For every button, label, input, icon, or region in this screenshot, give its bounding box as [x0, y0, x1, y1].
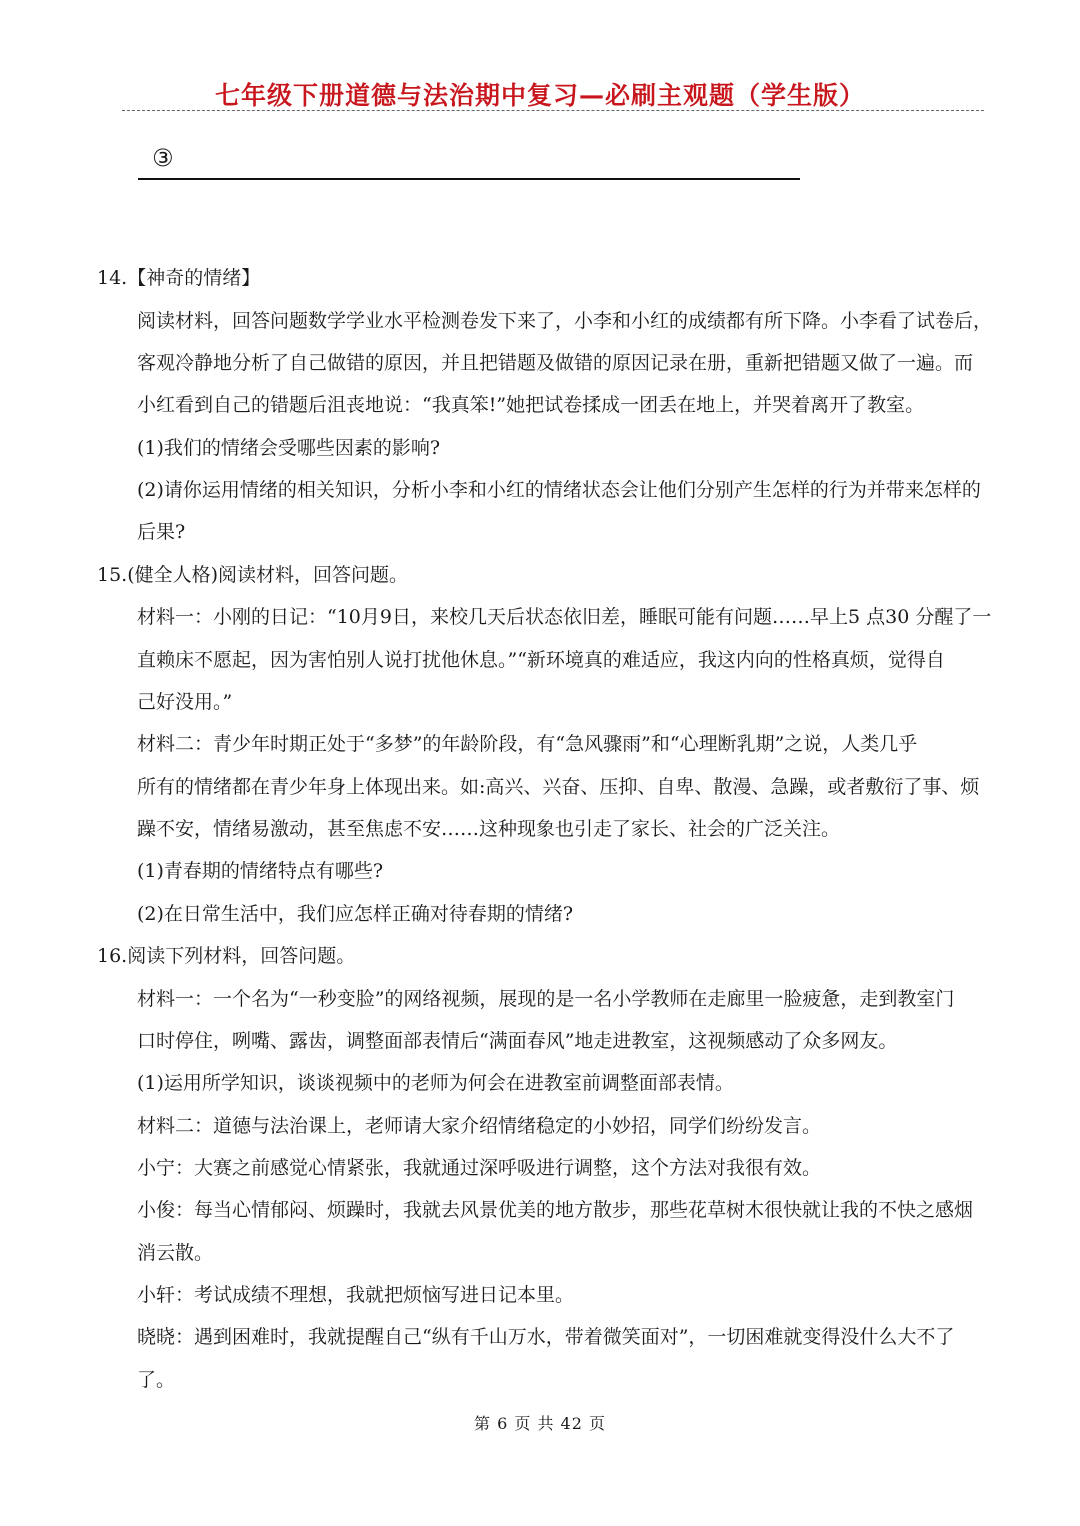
text-line: 小俊：每当心情郁闷、烦躁时，我就去风景优美的地方散步，那些花草树木很快就让我的不快之感烟 [137, 1199, 974, 1221]
text-line: 客观冷静地分析了自己做错的原因，并且把错题及做错的原因记录在册，重新把错题又做了一遍。而 [137, 352, 974, 374]
page-footer: 第 6 页 共 42 页 [474, 1414, 606, 1433]
text-line: (1)我们的情绪会受哪些因素的影响? [137, 437, 441, 459]
text-line: 消云散。 [137, 1242, 214, 1264]
circled-number-marker: ③ [152, 144, 174, 172]
text-line: (1)运用所学知识，谈谈视频中的老师为何会在进教室前调整面部表情。 [137, 1072, 734, 1094]
text-line: 所有的情绪都在青少年身上体现出来。如:高兴、兴奋、压抑、自卑、散漫、急躁，或者敷衍了事、烦 [137, 776, 980, 798]
text-line: 躁不安，情绪易激动，甚至焦虑不安……这种现象也引走了家长、社会的广泛关注。 [137, 818, 841, 840]
text-line: 直赖床不愿起，因为害怕别人说打扰他休息。”“新环境真的难适应，我这内向的性格真烦，觉得自 [137, 649, 945, 671]
text-line: (2)在日常生活中，我们应怎样正确对待春期的情绪? [137, 903, 574, 925]
question-heading: 14.【神奇的情绪】 [97, 267, 261, 289]
text-line: 材料一：一个名为“一秒变脸”的网络视频，展现的是一名小学教师在走廊里一脸疲惫，走到教室门 [137, 988, 955, 1010]
answer-blank-line [138, 178, 800, 180]
question-heading: 15.(健全人格)阅读材料，回答问题。 [97, 564, 409, 586]
text-line: 小红看到自己的错题后沮丧地说：“我真笨!”她把试卷揉成一团丢在地上，并哭着离开了教室。 [137, 394, 925, 416]
header-divider [122, 110, 984, 111]
text-line: 后果? [137, 521, 186, 543]
question-heading: 16.阅读下列材料，回答问题。 [97, 945, 356, 967]
text-line: 材料二：道德与法治课上，老师请大家介绍情绪稳定的小妙招，同学们纷纷发言。 [137, 1115, 822, 1137]
text-line: 晓晓：遇到困难时，我就提醒自己“纵有千山万水，带着微笑面对”，一切困难就变得没什么大不了 [137, 1326, 955, 1348]
text-line: 小宁：大赛之前感觉心情紧张，我就通过深呼吸进行调整，这个方法对我很有效。 [137, 1157, 822, 1179]
text-line: 了。 [137, 1369, 176, 1391]
text-line: 阅读材料，回答问题数学学业水平检测卷发下来了，小李和小红的成绩都有所下降。小李看了试卷后， [137, 310, 993, 332]
text-line: 材料二：青少年时期正处于“多梦”的年龄阶段，有“急风骤雨”和“心理断乳期”之说，人类几乎 [137, 733, 918, 755]
text-line: 小轩：考试成绩不理想，我就把烦恼写进日记本里。 [137, 1284, 575, 1306]
text-line: (1)青春期的情绪特点有哪些? [137, 860, 384, 882]
text-line: 己好没用。” [137, 691, 233, 713]
text-line: 口时停住，咧嘴、露齿，调整面部表情后“满面春风”地走进教室，这视频感动了众多网友。 [137, 1030, 898, 1052]
header-title: 七年级下册道德与法治期中复习—必刷主观题（学生版） [214, 81, 865, 110]
text-line: (2)请你运用情绪的相关知识，分析小李和小红的情绪状态会让他们分别产生怎样的行为并带来怎样的 [137, 479, 981, 501]
text-line: 材料一：小刚的日记：“10月9日，来校几天后状态依旧差，睡眠可能有问题……早上5 点30 分醒了一 [137, 606, 992, 628]
